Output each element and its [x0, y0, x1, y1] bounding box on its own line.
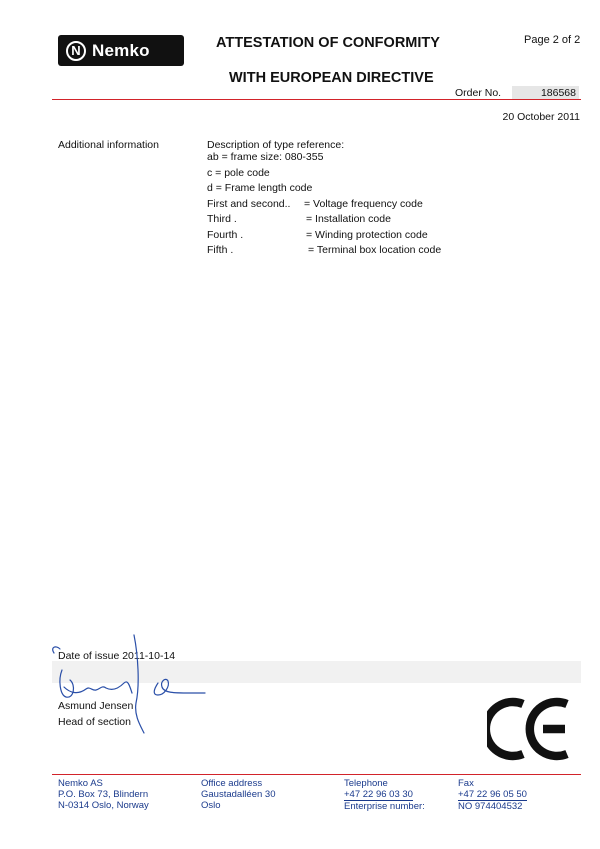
description-heading: Description of type reference:	[207, 139, 345, 151]
document-title-line1: ATTESTATION OF CONFORMITY	[216, 35, 440, 51]
additional-information-label: Additional information	[58, 139, 159, 151]
telephone-label: Telephone	[344, 778, 388, 789]
footer-company	[58, 778, 149, 811]
code-meaning: = Voltage frequency code	[304, 198, 423, 210]
company-po-box: P.O. Box 73, Blindern	[58, 789, 149, 800]
signer-name: Asmund Jensen	[58, 700, 134, 712]
footer-telephone	[344, 778, 425, 812]
footer-office	[201, 778, 275, 811]
code-position: Fourth .	[207, 229, 244, 241]
telephone-number: +47 22 96 03 30	[344, 789, 413, 800]
document-date: 20 October 2011	[502, 111, 580, 123]
office-label: Office address	[201, 778, 263, 789]
logo-text: Nemko	[92, 40, 150, 60]
fax-label: Fax	[458, 778, 474, 789]
company-city: N-0314 Oslo, Norway	[58, 800, 149, 811]
description-line: d = Frame length code	[207, 182, 313, 194]
office-city: Oslo	[201, 800, 221, 811]
office-street: Gaustadalléen 30	[201, 789, 276, 800]
company-name: Nemko AS	[58, 778, 103, 789]
code-meaning: = Winding protection code	[306, 229, 428, 241]
ce-mark	[487, 696, 573, 762]
date-of-issue: Date of issue 2011-10-14	[58, 650, 176, 662]
header-rule	[52, 99, 581, 100]
description-line: ab = frame size: 080-355	[207, 151, 324, 163]
code-position: Fifth .	[207, 244, 234, 256]
signer-title: Head of section	[58, 716, 131, 728]
nemko-n-emblem-icon: N	[66, 41, 86, 61]
description-line: c = pole code	[207, 167, 270, 179]
fax-number: +47 22 96 05 50	[458, 789, 527, 800]
enterprise-number-value: NO 974404532	[458, 801, 523, 812]
footer-rule	[52, 774, 581, 775]
order-number-value: 186568	[540, 87, 576, 99]
code-meaning: = Terminal box location code	[308, 244, 442, 256]
code-position: Third .	[207, 213, 237, 225]
document-title-line2: WITH EUROPEAN DIRECTIVE	[229, 70, 434, 86]
enterprise-number-label: Enterprise number:	[344, 801, 425, 812]
code-position: First and second..	[207, 198, 291, 210]
order-number-label: Order No.	[455, 87, 502, 99]
code-meaning: = Installation code	[306, 213, 391, 225]
nemko-logo	[58, 35, 184, 66]
footer-fax	[458, 778, 527, 812]
page-indicator: Page 2 of 2	[524, 34, 581, 46]
